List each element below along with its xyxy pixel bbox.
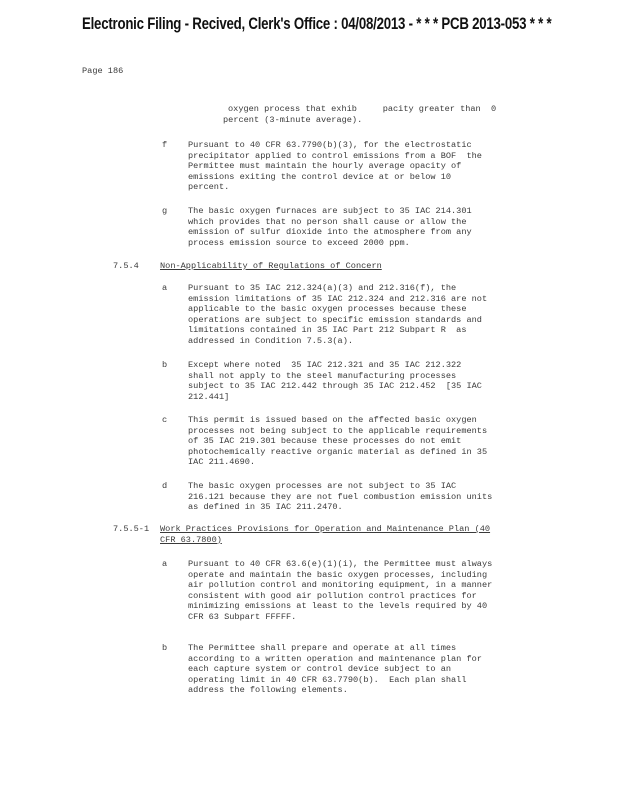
text-line: The basic oxygen processes are not subject to 35 IAC bbox=[188, 481, 457, 491]
continued-text-line: oxygen process that exhib pacity greater than 0 bbox=[228, 104, 497, 114]
text-line: operations are subject to specific emission standards and bbox=[188, 314, 482, 325]
section-number: 7.5.4 bbox=[113, 261, 139, 271]
paragraph-4c bbox=[188, 415, 487, 468]
item-label: b bbox=[162, 643, 168, 653]
paragraph-4d bbox=[188, 481, 492, 513]
item-label: c bbox=[162, 415, 168, 425]
paragraph-5a bbox=[188, 559, 492, 623]
text-line: applicable to the basic oxygen processes because these bbox=[188, 304, 467, 315]
text-line: addressed in Condition 7.5.3(a). bbox=[188, 335, 354, 346]
text-line: 216.121 because they are not fuel combustion emission units bbox=[188, 491, 493, 502]
text-line: which provides that no person shall cause or allow the bbox=[188, 216, 467, 227]
paragraph-5b bbox=[188, 643, 482, 696]
text-line: address the following elements. bbox=[188, 685, 348, 696]
text-line: limitations contained in 35 IAC Part 212 Subpart R as bbox=[188, 325, 467, 336]
text-line: consistent with good air pollution control practices for bbox=[188, 590, 477, 601]
text-line: The Permittee shall prepare and operate at all times bbox=[188, 643, 457, 653]
text-line: minimizing emissions at least to the levels required by 40 bbox=[188, 601, 488, 612]
item-label: f bbox=[162, 140, 168, 150]
text-line: 212.441] bbox=[188, 391, 230, 402]
text-line: CFR 63 Subpart FFFFF. bbox=[188, 611, 297, 622]
paragraph-4a bbox=[188, 283, 487, 347]
item-label: a bbox=[162, 283, 168, 293]
text-line: The basic oxygen furnaces are subject to 35 IAC 214.301 bbox=[188, 206, 472, 216]
text-line: percent. bbox=[188, 182, 230, 193]
efiling-banner: Electronic Filing - Recived, Clerk's Office : 04/08/2013 - * * * PCB 2013-053 * * * bbox=[82, 14, 552, 33]
text-line: This permit is issued based on the affected basic oxygen bbox=[188, 415, 477, 425]
text-line: according to a written operation and maintenance plan for bbox=[188, 653, 482, 664]
item-label: b bbox=[162, 360, 168, 370]
text-line: Pursuant to 40 CFR 63.7790(b)(3), for the electrostatic bbox=[188, 140, 472, 150]
item-label: d bbox=[162, 481, 168, 491]
section-heading bbox=[160, 524, 490, 545]
paragraph-4b bbox=[188, 360, 482, 402]
section-heading: Non-Applicability of Regulations of Concern bbox=[160, 261, 382, 271]
page-number: Page 186 bbox=[82, 66, 124, 76]
item-label: g bbox=[162, 206, 168, 216]
text-line: process emission source to exceed 2000 ppm. bbox=[188, 237, 410, 248]
text-line: each capture system or control device subject to an bbox=[188, 664, 452, 675]
heading-line: Work Practices Provisions for Operation and Maintenance Plan (40 bbox=[160, 524, 491, 534]
text-line: operate and maintain the basic oxygen processes, including bbox=[188, 569, 488, 580]
text-line: operating limit in 40 CFR 63.7790(b). Each plan shall bbox=[188, 674, 467, 685]
item-label: a bbox=[162, 559, 168, 569]
paragraph-f bbox=[188, 140, 482, 193]
continued-text-line: percent (3-minute average). bbox=[223, 115, 363, 125]
text-line: subject to 35 IAC 212.442 through 35 IAC 212.452 [35 IAC bbox=[188, 381, 482, 392]
text-line: shall not apply to the steel manufacturing processes bbox=[188, 370, 457, 381]
text-line: Pursuant to 40 CFR 63.6(e)(1)(i), the Permittee must always bbox=[188, 559, 493, 569]
text-line: photochemically reactive organic material as defined in 35 bbox=[188, 446, 488, 457]
heading-line: CFR 63.7800) bbox=[160, 534, 222, 545]
text-line: Permittee must maintain the hourly average opacity of bbox=[188, 161, 462, 172]
text-line: as defined in 35 IAC 211.2470. bbox=[188, 502, 343, 513]
text-line: emission of sulfur dioxide into the atmosphere from any bbox=[188, 227, 472, 238]
text-line: precipitator applied to control emissions from a BOF the bbox=[188, 150, 482, 161]
text-line: emission limitations of 35 IAC 212.324 and 212.316 are not bbox=[188, 293, 488, 304]
text-line: IAC 211.4690. bbox=[188, 457, 256, 468]
text-line: air pollution control and monitoring equipment, in a manner bbox=[188, 580, 493, 591]
text-line: Except where noted 35 IAC 212.321 and 35 IAC 212.322 bbox=[188, 360, 462, 370]
text-line: processes not being subject to the applicable requirements bbox=[188, 425, 488, 436]
text-line: of 35 IAC 219.301 because these processes do not emit bbox=[188, 436, 462, 447]
text-line: Pursuant to 35 IAC 212.324(a)(3) and 212.316(f), the bbox=[188, 283, 457, 293]
section-number: 7.5.5-1 bbox=[113, 524, 150, 534]
paragraph-g bbox=[188, 206, 472, 248]
text-line: emissions exiting the control device at or below 10 bbox=[188, 171, 452, 182]
